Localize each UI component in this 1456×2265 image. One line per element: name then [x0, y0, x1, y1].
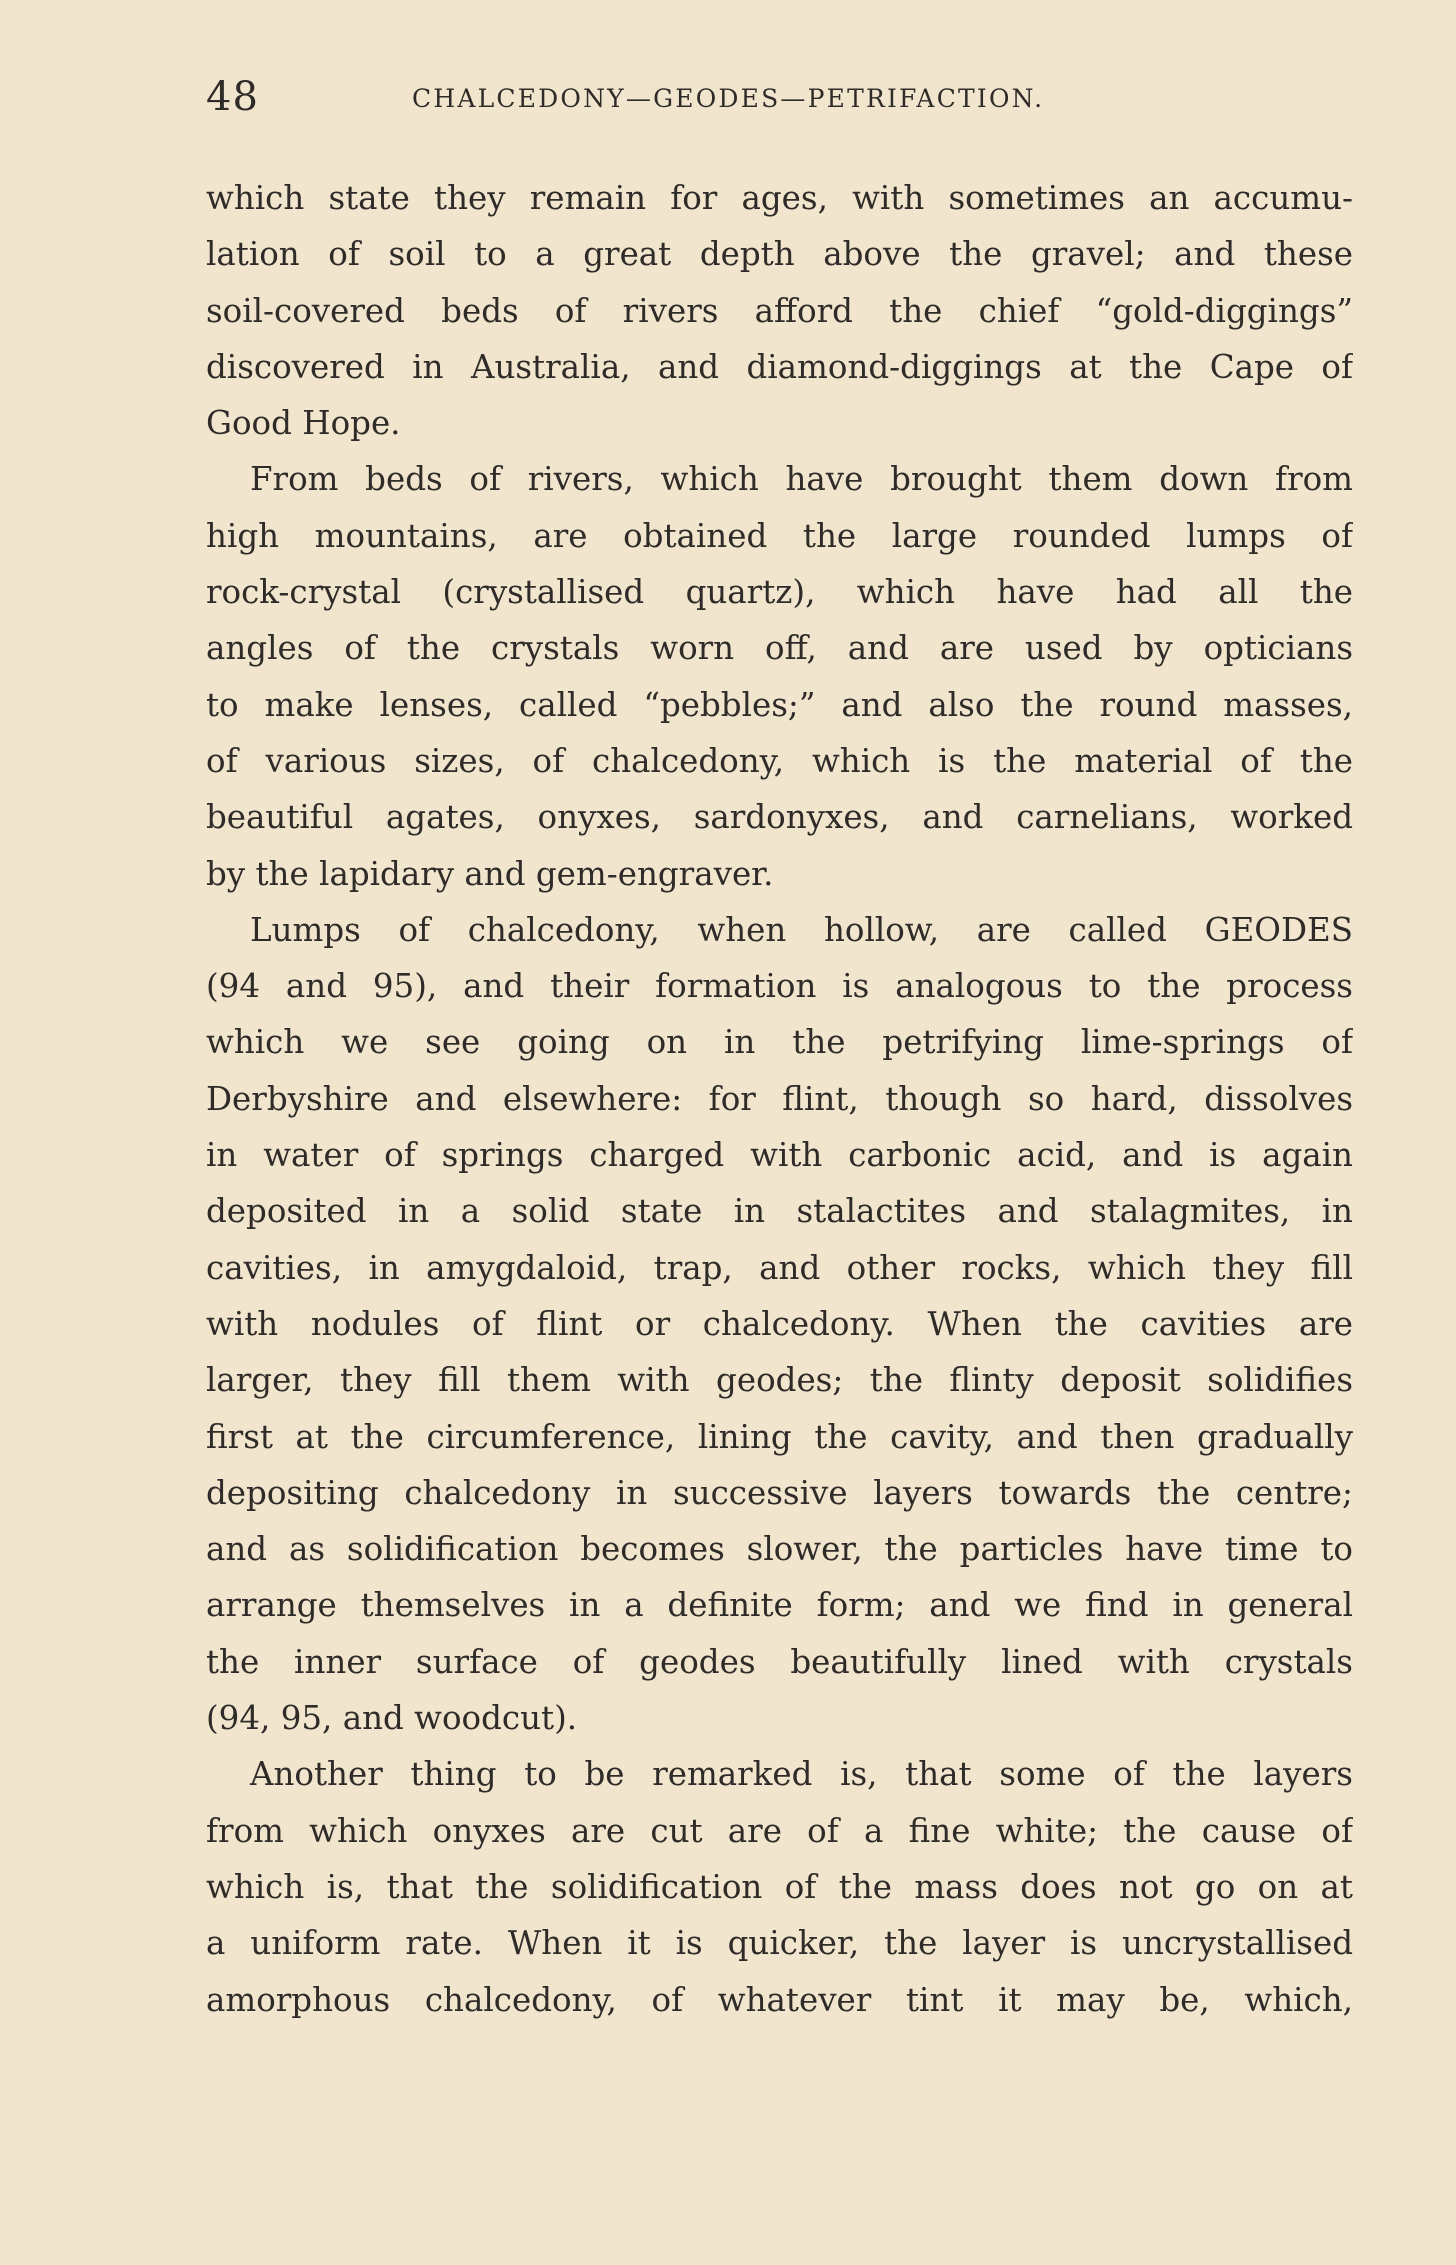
- text-line: of various sizes, of chalcedony, which is the material of the: [206, 741, 1353, 780]
- body-text: [206, 170, 1353, 2028]
- text-line: Lumps of chalcedony, when hollow, are called GEODES: [250, 910, 1353, 949]
- text-line: beautiful agates, onyxes, sardonyxes, and carnelians, worked: [206, 798, 1353, 837]
- text-line: rock-crystal (crystallised quartz), which have had all the: [206, 573, 1353, 612]
- text-line: lation of soil to a great depth above the gravel; and these: [206, 235, 1353, 274]
- text-line: which we see going on in the petrifying lime-springs of: [206, 1023, 1353, 1062]
- page-number: 48: [206, 74, 259, 120]
- text-line: angles of the crystals worn off, and are used by opticians: [206, 629, 1353, 668]
- text-line: Good Hope.: [206, 404, 401, 443]
- text-line: amorphous chalcedony, of whatever tint it may be, which,: [206, 1980, 1353, 2019]
- text-line: and as solidification becomes slower, the particles have time to: [206, 1530, 1353, 1569]
- text-line: depositing chalcedony in successive layers towards the centre;: [206, 1473, 1353, 1512]
- text-line: (94 and 95), and their formation is analogous to the process: [206, 967, 1353, 1006]
- text-line: soil-covered beds of rivers afford the chief “gold-diggings”: [206, 291, 1353, 330]
- text-line: larger, they fill them with geodes; the flinty deposit solidifies: [206, 1361, 1353, 1400]
- text-line: Derbyshire and elsewhere: for flint, though so hard, dissolves: [206, 1079, 1353, 1118]
- text-line: by the lapidary and gem-engraver.: [206, 854, 774, 893]
- text-line: cavities, in amygdaloid, trap, and other rocks, which they fill: [206, 1248, 1353, 1287]
- text-line: arrange themselves in a definite form; and we find in general: [206, 1586, 1353, 1625]
- text-line: the inner surface of geodes beautifully lined with crystals: [206, 1642, 1353, 1681]
- text-line: from which onyxes are cut are of a fine white; the cause of: [206, 1811, 1353, 1850]
- text-line: which state they remain for ages, with sometimes an accumu-: [206, 179, 1353, 217]
- text-line: deposited in a solid state in stalactites and stalagmites, in: [206, 1192, 1353, 1231]
- text-line: From beds of rivers, which have brought them down from: [250, 460, 1353, 499]
- text-line: in water of springs charged with carbonic acid, and is again: [206, 1136, 1353, 1175]
- text-line: first at the circumference, lining the cavity, and then gradually: [206, 1417, 1353, 1456]
- text-line: (94, 95, and woodcut).: [206, 1699, 578, 1738]
- text-line: a uniform rate. When it is quicker, the layer is uncrystallised: [206, 1924, 1353, 1963]
- running-head: CHALCEDONY—GEODES—PETRIFACTION.: [412, 84, 1045, 113]
- page-header: [206, 74, 1356, 124]
- text-line: discovered in Australia, and diamond-diggings at the Cape of: [206, 347, 1353, 386]
- text-line: high mountains, are obtained the large rounded lumps of: [206, 516, 1353, 555]
- text-line: Another thing to be remarked is, that some of the layers: [250, 1755, 1353, 1794]
- text-line: which is, that the solidification of the mass does not go on at: [206, 1867, 1353, 1906]
- text-line: with nodules of flint or chalcedony. When the cavities are: [206, 1304, 1353, 1343]
- text-line: to make lenses, called “pebbles;” and also the round masses,: [206, 685, 1353, 724]
